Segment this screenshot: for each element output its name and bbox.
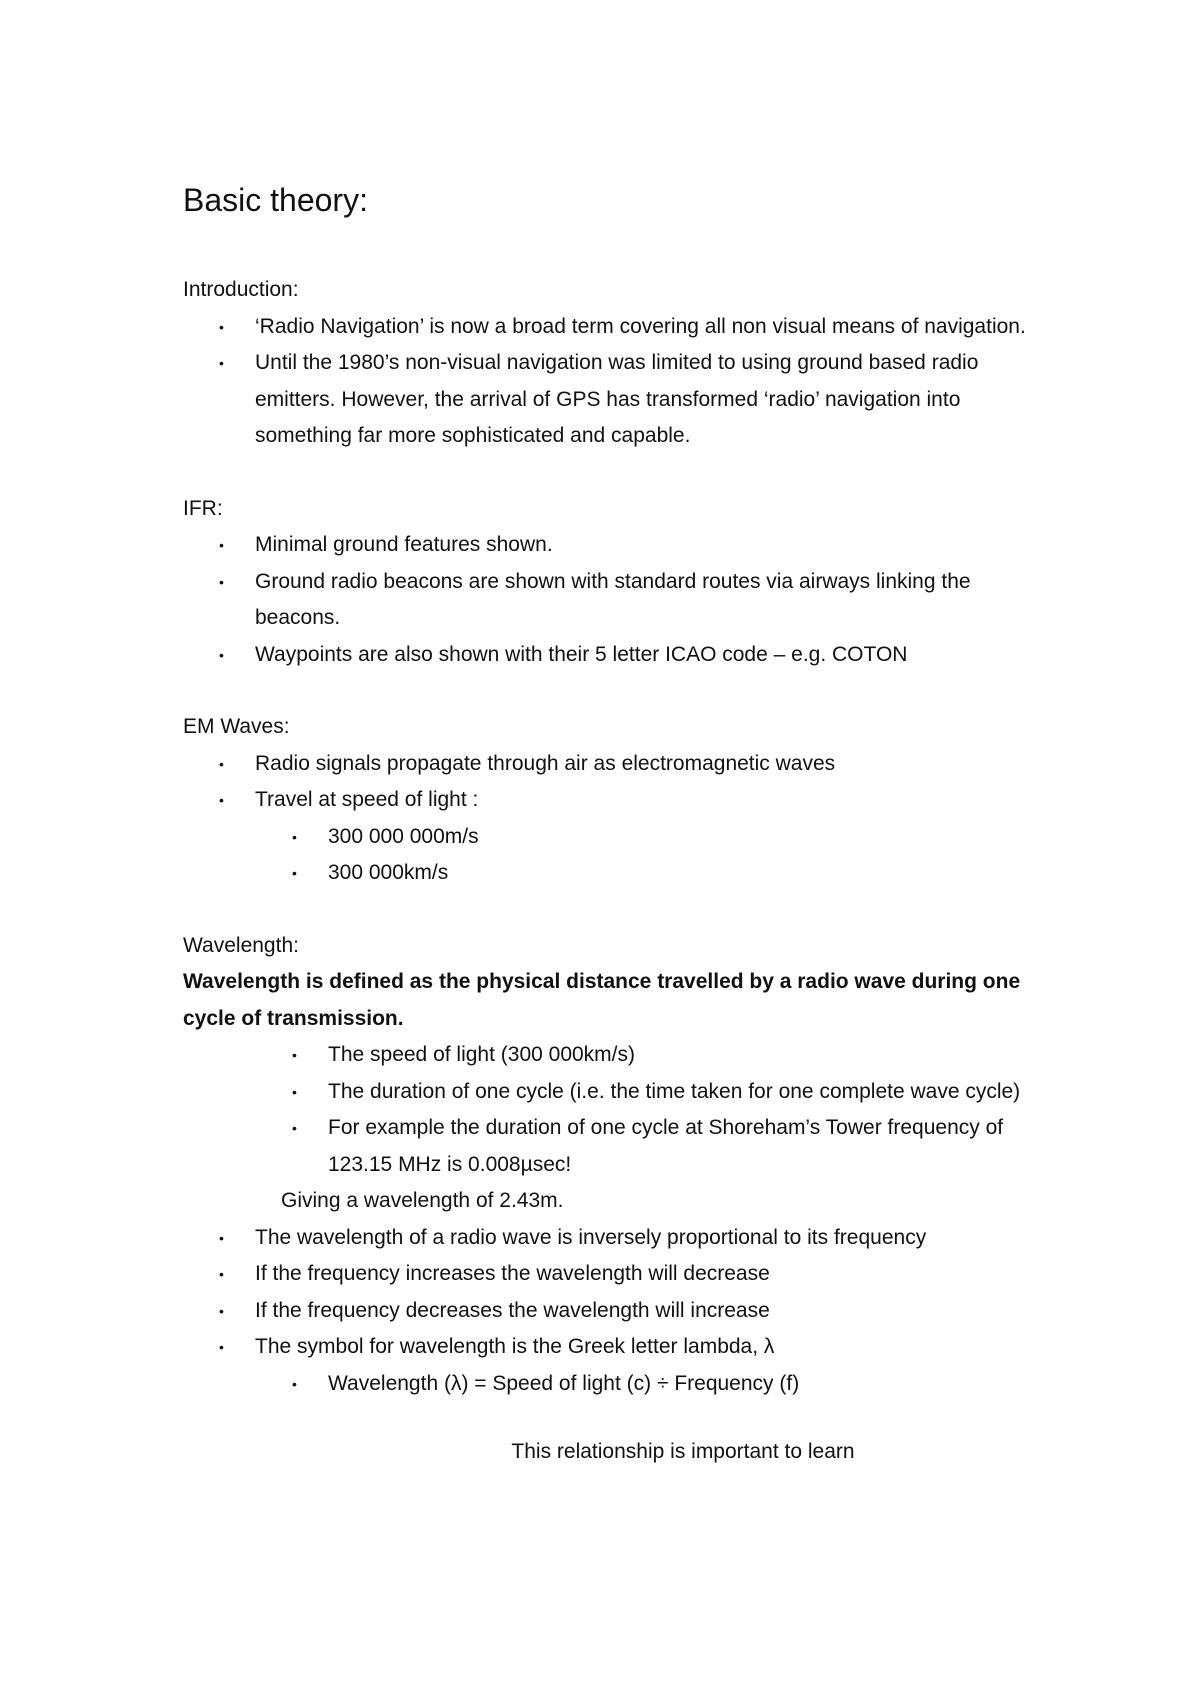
section-wavelength: [183, 928, 1043, 1471]
sub-list-item: [183, 855, 1043, 892]
bullet-icon: •: [219, 755, 224, 772]
bullet-icon: •: [292, 1120, 297, 1136]
list-item: [183, 527, 1043, 564]
bullet-icon: •: [219, 646, 224, 663]
sub-list-item: [183, 1074, 1043, 1111]
list-item: [183, 637, 1043, 674]
bullet-icon: •: [292, 1083, 297, 1100]
sub-list-item: [183, 1110, 1043, 1183]
bullet-icon: •: [292, 1375, 297, 1392]
bullet-icon: •: [219, 355, 224, 371]
bullet-icon: •: [219, 573, 224, 590]
page-title: Basic theory:: [183, 182, 368, 218]
list-item-text: Minimal ground features shown.: [255, 533, 553, 556]
list-item-text: For example the duration of one cycle at Shoreham’s Tower frequency of 123.15 MHz is 0.008µsec!: [328, 1116, 1004, 1176]
section-ifr: [183, 491, 1043, 674]
closing-note: This relationship is important to learn: [511, 1440, 855, 1463]
section-heading-em-waves: EM Waves:: [183, 715, 290, 738]
list-item: [183, 746, 1043, 783]
bullet-icon: •: [219, 1229, 224, 1246]
list-item-text: Ground radio beacons are shown with standard routes via airways linking the beacons.: [255, 569, 971, 629]
bullet-list-wavelength-facts: [183, 1220, 1043, 1403]
section-introduction: [183, 272, 1043, 455]
bullet-list-ifr: [183, 527, 1043, 673]
section-heading-ifr: IFR:: [183, 496, 223, 520]
sub-list-item: [183, 1366, 1043, 1403]
list-item-text: The symbol for wavelength is the Greek letter lambda, λ: [255, 1335, 775, 1358]
wavelength-result: Giving a wavelength of 2.43m.: [281, 1189, 564, 1212]
list-item-text: 300 000km/s: [328, 861, 449, 884]
list-item-text: If the frequency increases the wavelength will decrease: [255, 1262, 770, 1285]
list-item: [183, 309, 1043, 346]
list-item: [183, 1220, 1043, 1257]
bullet-icon: •: [219, 1302, 224, 1319]
bullet-icon: •: [292, 828, 297, 845]
list-item-text: ‘Radio Navigation’ is now a broad term covering all non visual means of navigation.: [255, 314, 1026, 338]
list-item: [183, 782, 1043, 819]
list-item-text: The speed of light (300 000km/s): [328, 1043, 636, 1066]
bullet-icon: •: [219, 537, 224, 553]
list-item: [183, 345, 1043, 455]
list-item: [183, 1293, 1043, 1330]
list-item-text: Waypoints are also shown with their 5 letter ICAO code – e.g. COTON: [255, 642, 908, 666]
bullet-icon: •: [219, 1266, 224, 1282]
bullet-list-wavelength-factors: [183, 1037, 1043, 1183]
list-item-text: Until the 1980’s non-visual navigation was limited to using ground based radio emitters. However, the arrival of GPS has transformed ‘radio’ navigation into something far more sophisticated and capable.: [255, 351, 979, 447]
list-item: [183, 1329, 1043, 1366]
list-item: [183, 564, 1043, 637]
list-item-text: Travel at speed of light :: [255, 788, 479, 811]
bullet-list-em-waves: [183, 746, 1043, 892]
bullet-icon: •: [292, 1047, 297, 1063]
list-item-text: The wavelength of a radio wave is inversely proportional to its frequency: [255, 1225, 927, 1249]
bullet-icon: •: [219, 1339, 224, 1355]
section-heading-introduction: Introduction:: [183, 278, 299, 301]
section-em-waves: [183, 709, 1043, 892]
sub-list-item: [183, 1037, 1043, 1074]
list-item-text: 300 000 000m/s: [328, 824, 479, 848]
bullet-list-introduction: [183, 309, 1043, 455]
sub-list-item: [183, 819, 1043, 856]
formula-text: Wavelength (λ) = Speed of light (c) ÷ Frequency (f): [328, 1371, 800, 1395]
list-item: [183, 1256, 1043, 1293]
document-content: [183, 180, 1043, 1471]
wavelength-definition: Wavelength is defined as the physical distance travelled by a radio wave during one cycle of transmission.: [183, 970, 1021, 1030]
list-item-text: Radio signals propagate through air as electromagnetic waves: [255, 751, 836, 775]
list-item-text: The duration of one cycle (i.e. the time taken for one complete wave cycle): [328, 1079, 1021, 1103]
bullet-icon: •: [219, 792, 224, 808]
section-heading-wavelength: Wavelength:: [183, 933, 299, 957]
list-item-text: If the frequency decreases the wavelength will increase: [255, 1298, 770, 1322]
bullet-icon: •: [219, 318, 224, 335]
bullet-icon: •: [292, 865, 297, 881]
